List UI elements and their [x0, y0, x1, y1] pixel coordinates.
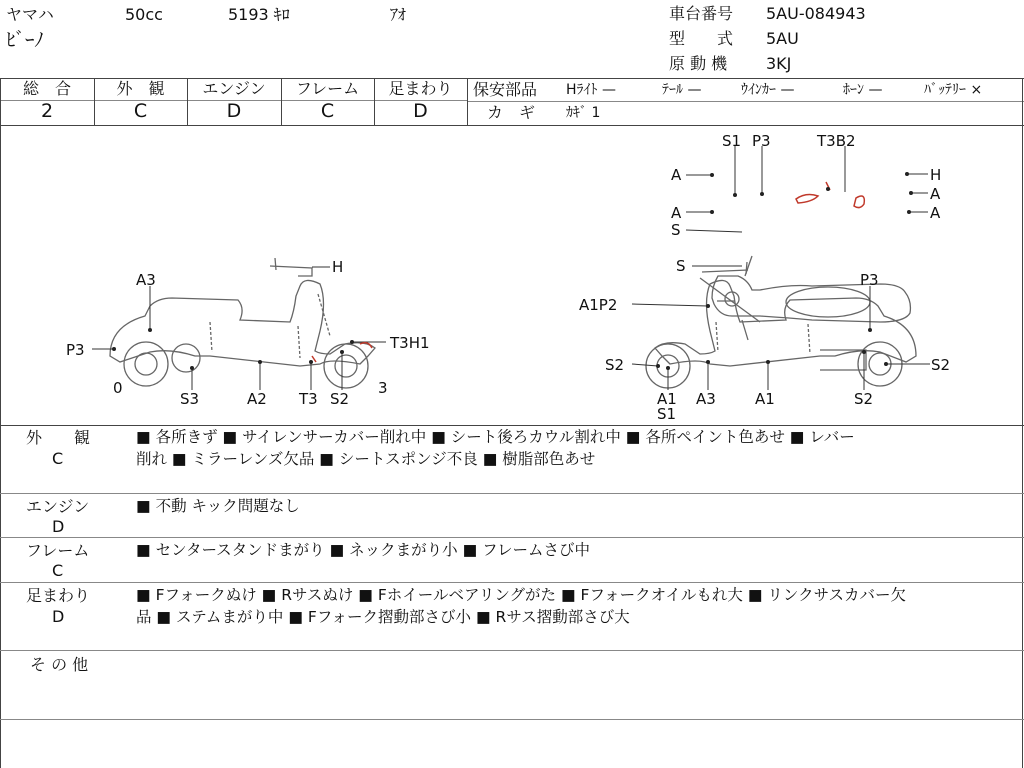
engine-value: 3KJ — [766, 54, 792, 73]
label-s: S — [676, 257, 686, 275]
engine-grade-label: エンジン — [202, 79, 266, 98]
label-s2-bottom: S2 — [854, 390, 874, 408]
label-s1: S1 — [657, 405, 677, 423]
divider — [0, 537, 1024, 538]
chassis-section-label: 足まわり — [26, 586, 91, 605]
label-a3: A3 — [696, 390, 716, 408]
label-t3: T3 — [299, 390, 318, 408]
label-three: 3 — [378, 379, 388, 397]
frame-no: 5AU-084943 — [766, 4, 866, 23]
label-p3: P3 — [752, 132, 771, 150]
label-p3: P3 — [860, 271, 879, 289]
chassis-notes-line2: 品 ■ ステムまがり中 ■ Fフォーク摺動部さび小 ■ Rサス摺動部さび大 — [136, 608, 630, 626]
frame-notes-line1: ■ センタースタンドまがり ■ ネックまがり小 ■ フレームさび中 — [136, 541, 591, 559]
safety-label: 保安部品 — [473, 80, 538, 99]
label-a-right-2: A — [930, 204, 941, 222]
divider — [468, 101, 1024, 102]
label-a2: A2 — [247, 390, 267, 408]
exterior-section-label: 外 観 — [26, 428, 91, 447]
label-a-right-1: A — [930, 185, 941, 203]
engine-notes-line1: ■ 不動 キック問題なし — [136, 497, 300, 515]
frame-section-label: フレーム — [26, 541, 90, 560]
chassis-section-grade: D — [52, 607, 65, 626]
frame-no-label: 車台番号 — [669, 4, 734, 23]
scooter-diagram — [0, 126, 1024, 426]
label-a1p2: A1P2 — [579, 296, 618, 314]
label-s2-right: S2 — [931, 356, 951, 374]
engine-section-grade: D — [52, 517, 65, 536]
type-value: 5AU — [766, 29, 799, 48]
body-color: ｱｵ — [390, 5, 407, 24]
divider — [0, 719, 1024, 720]
safety-tail: ﾃｰﾙ — — [662, 82, 702, 98]
overall-grade: 2 — [40, 100, 54, 122]
exterior-section-grade: C — [52, 449, 64, 468]
frame-grade: C — [320, 100, 335, 122]
frame-grade-label: フレーム — [295, 79, 360, 98]
exterior-notes-line2: 削れ ■ ミラーレンズ欠品 ■ シートスポンジ不良 ■ 樹脂部色あせ — [136, 450, 596, 468]
divider — [0, 493, 1024, 494]
label-h: H — [930, 166, 942, 184]
label-a3: A3 — [136, 271, 156, 289]
label-a1b: A1 — [755, 390, 775, 408]
label-a-left-2: A — [671, 204, 682, 222]
model-name: ﾋﾞｰﾉ — [6, 29, 45, 51]
label-s3: S3 — [180, 390, 200, 408]
safety-headlight: Hﾗｲﾄ — — [566, 82, 616, 98]
top-view-diagram — [700, 256, 910, 340]
chassis-grade: D — [413, 100, 428, 122]
label-zero: 0 — [113, 379, 123, 397]
label-p3: P3 — [66, 341, 85, 359]
safety-horn: ﾎｰﾝ — — [843, 82, 883, 98]
chassis-grade-label: 足まわり — [388, 79, 453, 98]
exterior-label: 外 観 — [116, 79, 165, 98]
label-t3h1: T3H1 — [390, 334, 430, 352]
other-section-label: そ の 他 — [30, 655, 89, 674]
label-s2-left: S2 — [605, 356, 625, 374]
key-label: カ ギ — [487, 103, 536, 122]
label-s: S — [671, 221, 681, 239]
key-value: ｶｷﾞ 1 — [566, 105, 601, 121]
mileage: 5193 ｷﾛ — [228, 5, 290, 24]
frame-section-grade: C — [52, 561, 64, 580]
label-a1: A1 — [657, 390, 677, 408]
divider — [0, 582, 1024, 583]
engine-label: 原 動 機 — [669, 54, 728, 73]
label-s2: S2 — [330, 390, 350, 408]
safety-winker: ｳｲﾝｶｰ — — [741, 82, 795, 98]
engine-grade: D — [226, 100, 242, 122]
overall-label: 総 合 — [22, 79, 71, 98]
safety-battery: ﾊﾞｯﾃﾘｰ × — [924, 82, 983, 98]
type-label: 型 式 — [669, 29, 734, 48]
label-s1: S1 — [722, 132, 742, 150]
divider — [0, 650, 1024, 651]
engine-section-label: エンジン — [26, 497, 90, 516]
label-a-left-1: A — [671, 166, 682, 184]
exterior-notes-line1: ■ 各所きず ■ サイレンサーカバー削れ中 ■ シート後ろカウル割れ中 ■ 各所ペイント色あせ ■ レバー — [136, 428, 855, 446]
divider — [467, 78, 468, 125]
label-t3b2: T3B2 — [817, 132, 856, 150]
displacement: 50cc — [125, 5, 163, 24]
label-h: H — [332, 258, 344, 276]
chassis-notes-line1: ■ Fフォークぬけ ■ Rサスぬけ ■ Fホイールベアリングがた ■ Fフォークオイルもれ大 ■ リンクサスカバー欠 — [136, 586, 906, 604]
exterior-grade: C — [133, 100, 148, 122]
maker: ヤマハ — [6, 5, 54, 24]
